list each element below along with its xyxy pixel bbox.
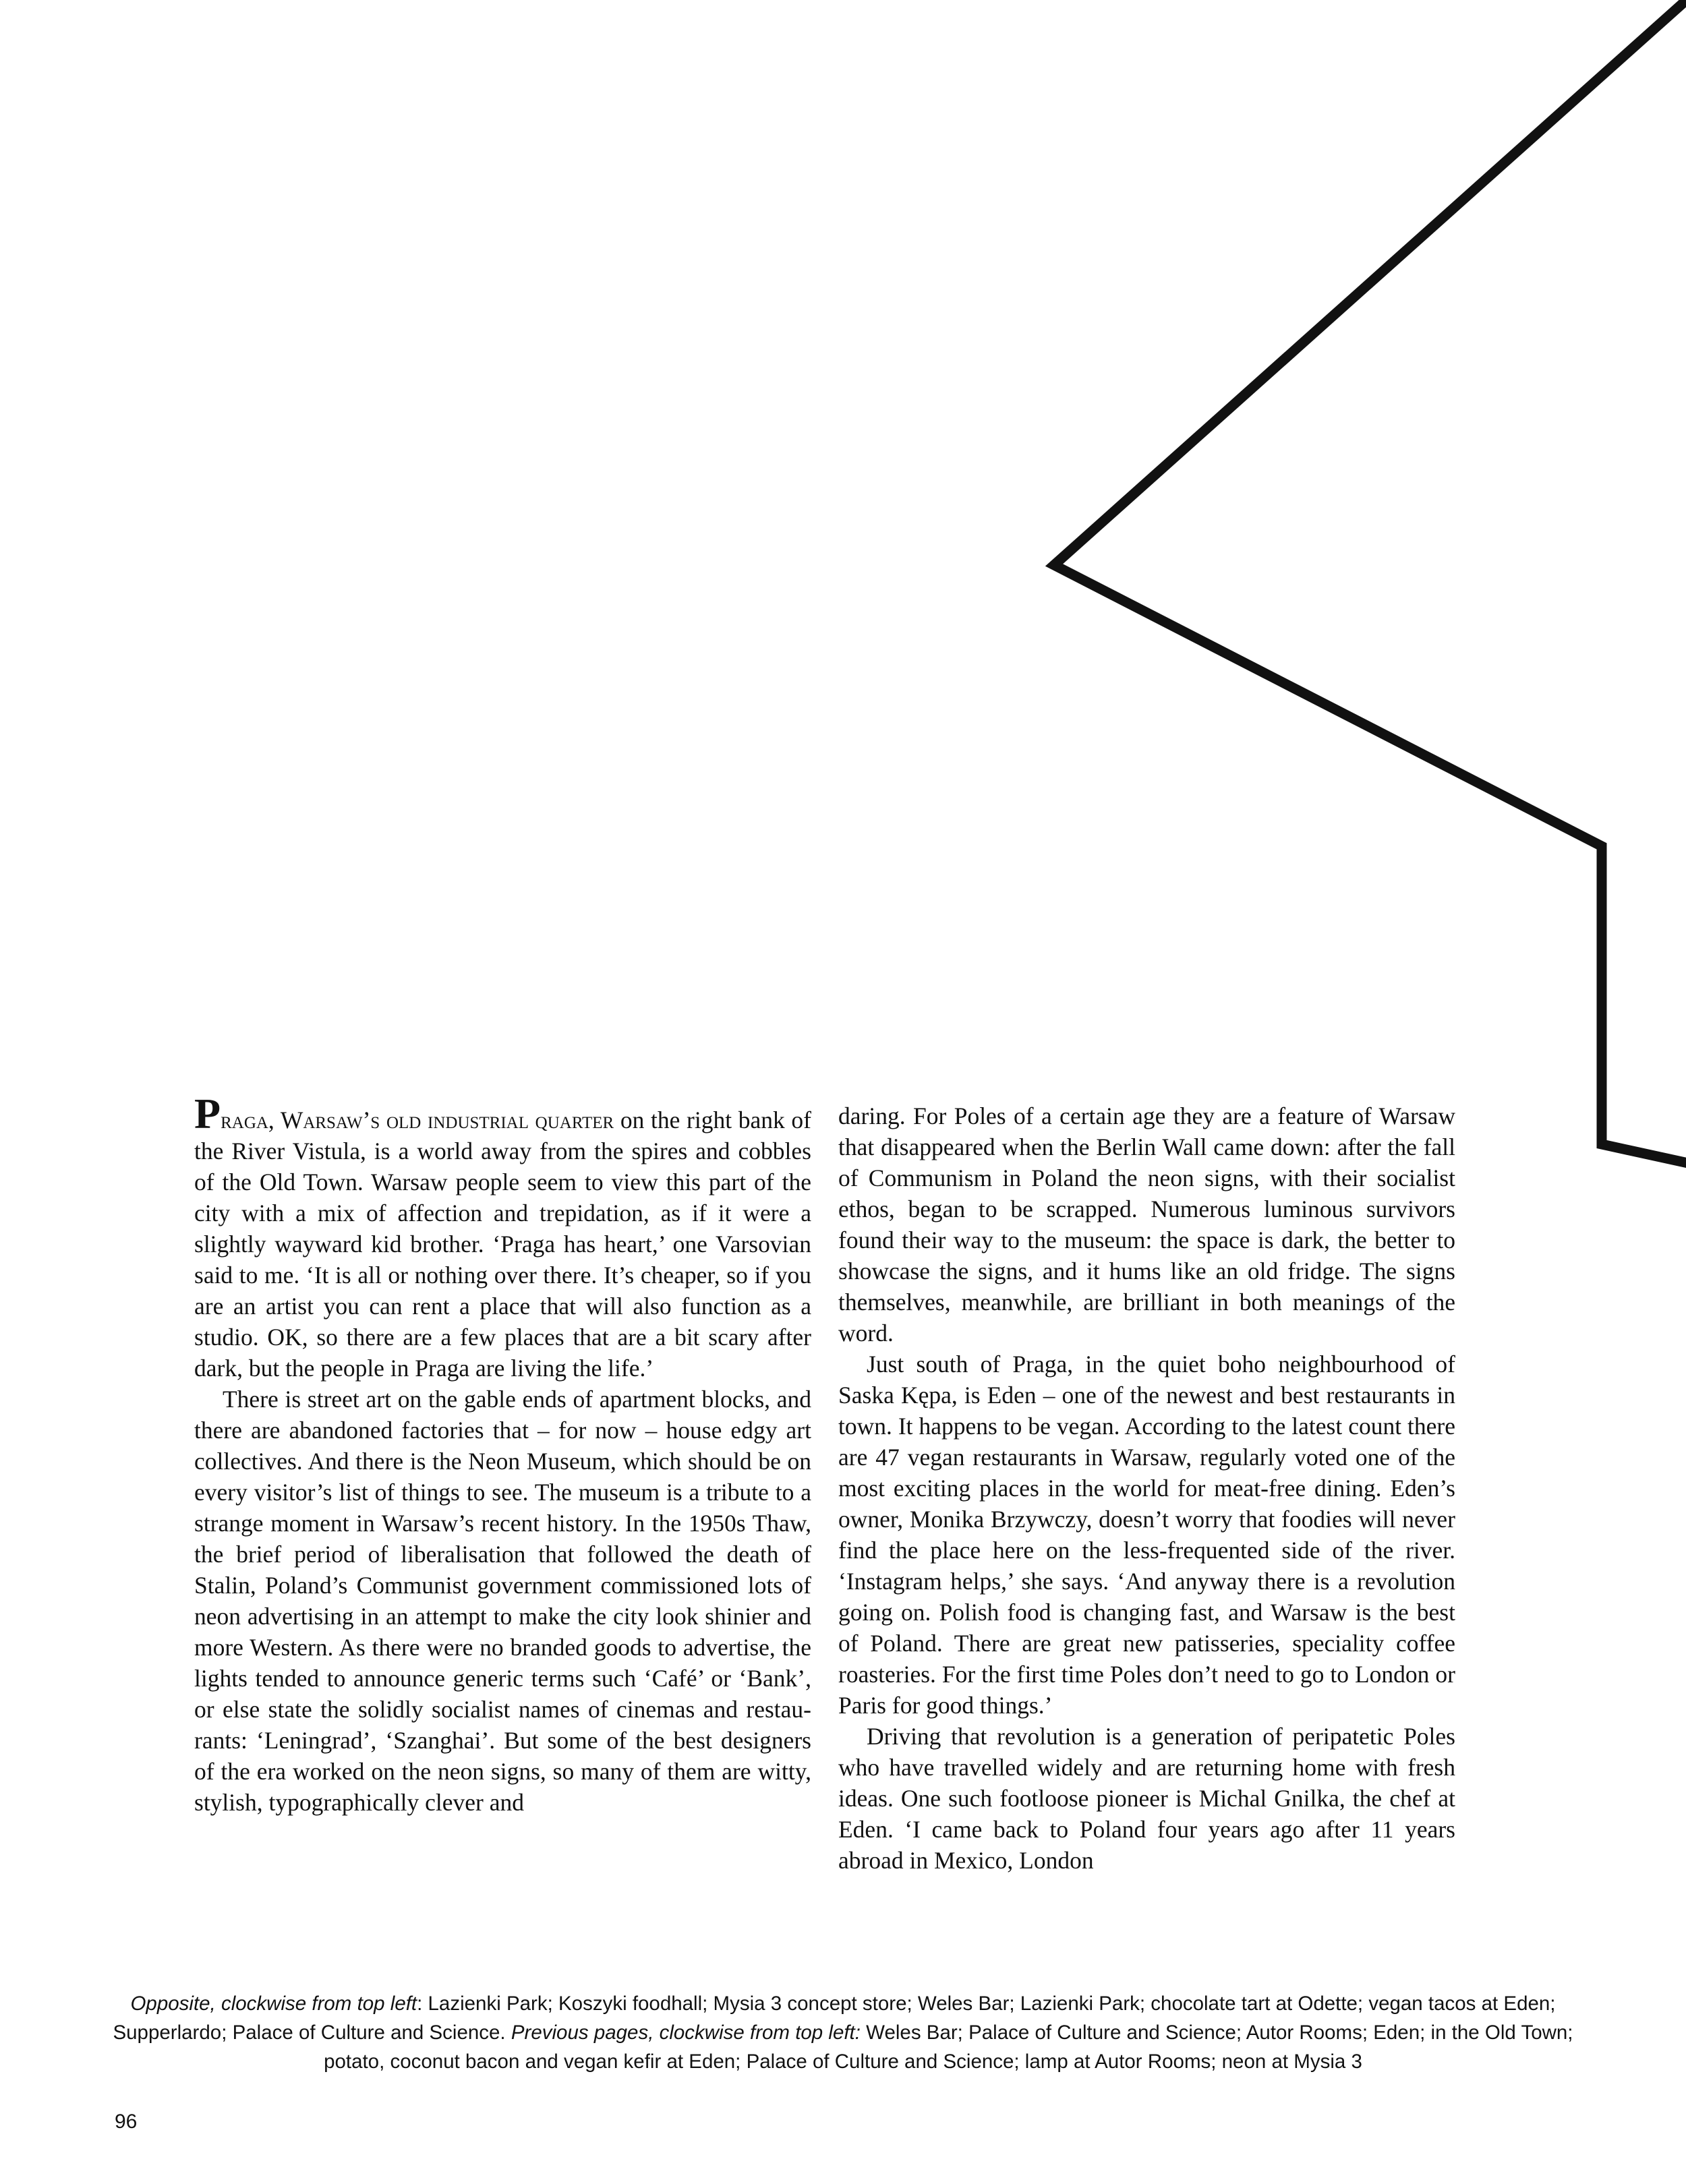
article-column-left xyxy=(194,1090,811,1818)
article-column-right xyxy=(838,1100,1455,1876)
lead-in-smallcaps: raga, Warsaw’s old industrial quarter xyxy=(221,1106,614,1133)
drop-cap: P xyxy=(194,1090,221,1138)
paragraph-praga-intro xyxy=(194,1090,811,1384)
paragraph-eden: Just south of Praga, in the quiet boho neighbourhood of Saska Kępa, is Eden – one of the newest and best restaurants in town. It happens to be vegan. According to the latest count there are 47 vegan restaurants in Warsaw, regularly voted one of the most exciting places in the world for meat-free dining. Eden’s owner, Monika Brzywczy, doesn’t worry that foodies will never find the place here on the less-frequented side of the river. ‘Instagram helps,’ she says. ‘And anyway there is a revolution going on. Polish food is changing fast, and Warsaw is the best of Poland. There are great new patisseries, speciality coffee roasteries. For the first time Poles don’t need to go to London or Paris for good things.’ xyxy=(838,1351,1455,1719)
caption-lead-italic: Opposite, clockwise from top left xyxy=(130,1993,417,2015)
paragraph-neon-museum: There is street art on the gable ends of apartment blocks, and there are abandoned factories that – for now – house edgy art collectives. And there is the Neon Museum, which should be on every visitor’s list of things to see. The museum is a tribute to a strange moment in Warsaw’s recent history. In the 1950s Thaw, the brief period of liberalisation that followed the death of Stalin, Poland’s Communist government commissioned lots of neon advertising in an attempt to make the city look shinier and more Western. As there were no branded goods to advertise, the lights tended to announce generic terms such ‘Café’ or ‘Bank’, or else state the solidly socialist names of cinemas and restaurants: ‘Leningrad’, ‘Szanghai’. But some of the best designers of the era worked on the neon signs, so many of them are witty, stylish, typographically clever and xyxy=(194,1386,811,1816)
caption-text-previous: Weles Bar; Palace of Culture and Science; Autor Rooms; Eden; in the Old Town; potato, coconut bacon and vegan kefir at Eden; Palace of Culture and Science; lamp at Autor Rooms; neon at Mysia 3 xyxy=(324,2021,1573,2073)
paragraph-text: on the right bank of the River Vistula, is a world away from the spires and cobbles of the Old Town. Warsaw people seem to view this part of the city with a mix of affection and trepidation, as if it were a slightly wayward kid brother. ‘Praga has heart,’ one Varsovian said to me. ‘It is all or nothing over there. It’s cheaper, so if you are an artist you can rent a place that will also function as a studio. OK, so there are a few places that are a bit scary after dark, but the people in Praga are living the life.’ xyxy=(194,1106,811,1382)
page-number: 96 xyxy=(115,2111,138,2133)
caption-second-italic: Previous pages, clockwise from top left: xyxy=(511,2021,861,2044)
outline-stroke xyxy=(1054,0,1686,1163)
paragraph-revolution: Driving that revolution is a generation of peripatetic Poles who have travelled widely and are returning home with fresh ideas. One such footloose pioneer is Michal Gnilka, the chef at Eden. ‘I came back to Poland four years ago after 11 years abroad in Mexico, London xyxy=(838,1723,1455,1874)
caption-text-opposite: : Lazienki Park; Koszyki foodhall; Mysia 3 concept store; Weles Bar; Lazienki Park; chocolate tart at Odette; vegan tacos at Eden; Supperlardo; Palace of Culture and Science. xyxy=(113,1993,1556,2044)
photo-caption xyxy=(101,1989,1585,2076)
paragraph-neon-continued: daring. For Poles of a certain age they are a feature of Warsaw that disappeared when the Berlin Wall came down: after the fall of Communism in Poland the neon signs, with their socialist ethos, began to be scrapped. Numerous luminous survivors found their way to the museum: the space is dark, the better to showcase the signs, and it hums like an old fridge. The signs themselves, meanwhile, are brilliant in both meanings of the word. xyxy=(838,1102,1455,1347)
